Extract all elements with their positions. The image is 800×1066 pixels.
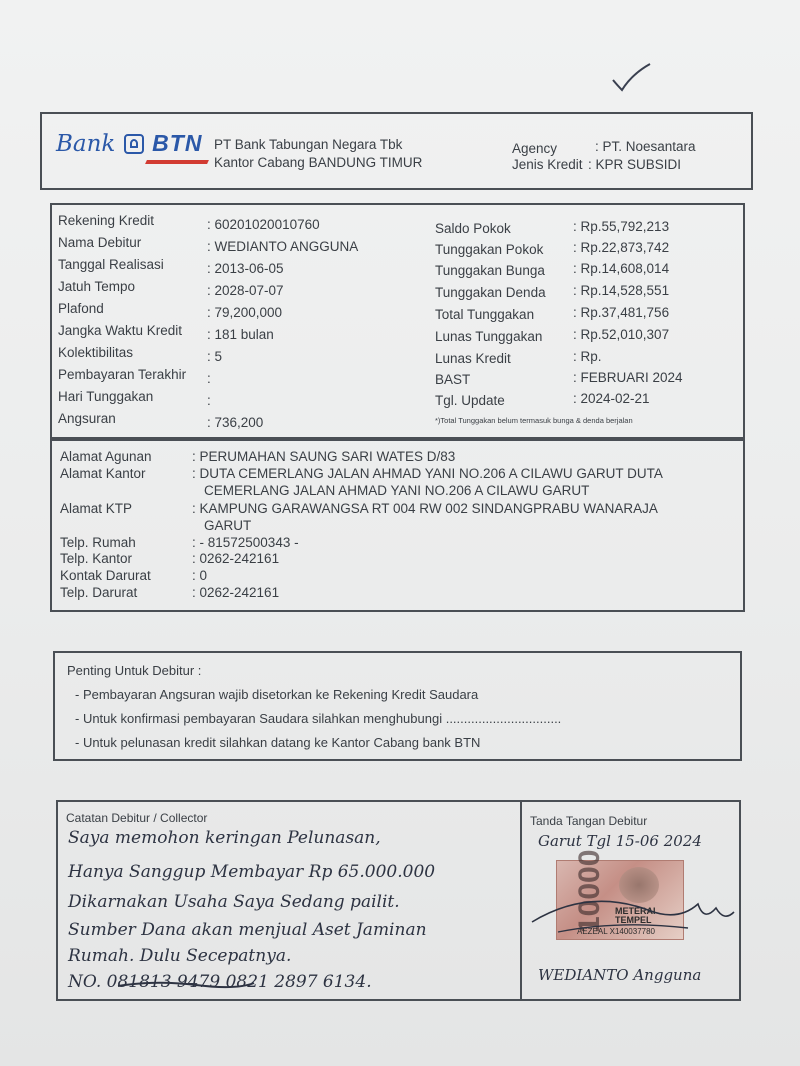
loan-field-label: Tanggal Realisasi [58, 257, 164, 272]
loan-field-value: : 60201020010760 [207, 217, 320, 232]
loan-field-label: Total Tunggakan [435, 307, 535, 322]
logo-red-stripe [145, 160, 209, 164]
logo-bank-text: Bank [56, 131, 116, 157]
address-field-label: Alamat Agunan [60, 449, 152, 464]
address-box [50, 439, 745, 612]
loan-field-label: Tunggakan Pokok [435, 242, 544, 257]
loan-field-label: Nama Debitur [58, 235, 142, 250]
loan-field-label: Tgl. Update [435, 393, 505, 408]
tunggakan-note: *)Total Tunggakan belum termasuk bunga & denda berjalan [435, 416, 633, 425]
address-field-label: Telp. Kantor [60, 551, 133, 566]
stamp-label-1: METERAI [615, 906, 656, 916]
notes-title: Catatan Debitur / Collector [66, 811, 208, 825]
loan-field-value: : 79,200,000 [207, 305, 283, 320]
handwritten-note-line: Hanya Sanggup Membayar Rp 65.000.000 [68, 862, 436, 882]
loan-field-label: Hari Tunggakan [58, 389, 154, 404]
important-item: - Untuk pelunasan kredit silahkan datang ke Kantor Cabang bank BTN [75, 735, 481, 750]
agency-label: Agency [512, 141, 558, 156]
loan-details-box [50, 203, 745, 439]
loan-field-value: : 2024-02-21 [573, 391, 650, 406]
loan-field-value: : 2028-07-07 [207, 283, 284, 298]
loan-field-label: Tunggakan Bunga [435, 263, 545, 278]
handwritten-note-line: Dikarnakan Usaha Saya Sedang pailit. [68, 892, 400, 912]
loan-field-value: : 736,200 [207, 415, 264, 430]
loan-field-label: Kolektibilitas [58, 345, 134, 360]
loan-field-value: : Rp. [573, 349, 602, 364]
notes-divider [520, 802, 522, 999]
handwritten-note-line: Sumber Dana akan menjual Aset Jaminan [68, 920, 427, 940]
header-box [40, 112, 753, 190]
important-title: Penting Untuk Debitur : [67, 663, 202, 678]
signature-name: WEDIANTO Angguna [538, 966, 702, 984]
important-item: - Untuk konfirmasi pembayaran Saudara silahkan menghubungi ................................ [75, 711, 562, 726]
address-field-value: : DUTA CEMERLANG JALAN AHMAD YANI NO.206 A CILAWU GARUT DUTA [192, 466, 663, 481]
loan-field-value: : [207, 371, 211, 386]
signature-scribble [528, 882, 738, 952]
address-field-label: Alamat KTP [60, 501, 133, 516]
notes-box [56, 800, 741, 1001]
address-field-value-cont: GARUT [204, 518, 252, 533]
company-name: PT Bank Tabungan Negara Tbk [214, 137, 403, 152]
loan-field-label: Jatuh Tempo [58, 279, 136, 294]
branch-name: Kantor Cabang BANDUNG TIMUR [214, 155, 423, 170]
stamp-code: AEZEAL X140037780 [577, 927, 655, 936]
btn-logo [56, 130, 202, 157]
loan-field-value: : FEBRUARI 2024 [573, 370, 683, 385]
address-field-value: : 0262-242161 [192, 585, 280, 600]
loan-field-label: Lunas Kredit [435, 351, 511, 366]
address-field-value: : 0262-242161 [192, 551, 280, 566]
stamp-value: 10000 [573, 849, 606, 933]
handwritten-note-line: NO. 081813 9479 0821 2897 6134. [68, 972, 372, 992]
signature-date: Garut Tgl 15-06 2024 [538, 832, 702, 850]
loan-field-value: : [207, 393, 211, 408]
address-field-label: Kontak Darurat [60, 568, 151, 583]
important-box [53, 651, 742, 761]
loan-field-value: : Rp.55,792,213 [573, 219, 670, 234]
checkmark-icon [610, 62, 654, 94]
loan-field-value: : Rp.52,010,307 [573, 327, 670, 342]
loan-field-label: Jangka Waktu Kredit [58, 323, 183, 338]
address-field-label: Telp. Darurat [60, 585, 138, 600]
important-item: - Pembayaran Angsuran wajib disetorkan ke Rekening Kredit Saudara [75, 687, 479, 702]
loan-field-value: : Rp.14,528,551 [573, 283, 670, 298]
logo-btn-text: BTN [152, 130, 203, 156]
agency-value: : PT. Noesantara [595, 139, 696, 154]
loan-field-value: : 5 [207, 349, 223, 364]
address-field-value: : 0 [192, 568, 208, 583]
jenis-kredit-value: : KPR SUBSIDI [588, 157, 682, 172]
jenis-kredit-label: Jenis Kredit [512, 157, 583, 172]
strikethrough-mark [116, 974, 256, 996]
loan-field-label: Angsuran [58, 411, 116, 426]
loan-field-value: : WEDIANTO ANGGUNA [207, 239, 359, 254]
loan-field-label: Pembayaran Terakhir [58, 367, 187, 382]
address-field-value: : - 81572500343 - [192, 535, 299, 550]
stamp-label-2: TEMPEL [615, 915, 652, 925]
loan-field-label: Rekening Kredit [58, 213, 155, 228]
address-field-value: : KAMPUNG GARAWANGSA RT 004 RW 002 SINDANGPRABU WANARAJA [192, 501, 658, 516]
loan-field-value: : Rp.37,481,756 [573, 305, 670, 320]
loan-field-value: : Rp.14,608,014 [573, 261, 670, 276]
loan-field-label: Tunggakan Denda [435, 285, 546, 300]
address-field-value: : PERUMAHAN SAUNG SARI WATES D/83 [192, 449, 456, 464]
loan-field-label: BAST [435, 372, 471, 387]
signature-title: Tanda Tangan Debitur [530, 814, 648, 828]
loan-field-label: Plafond [58, 301, 104, 316]
loan-field-value: : 2013-06-05 [207, 261, 284, 276]
loan-field-label: Saldo Pokok [435, 221, 511, 236]
address-field-label: Alamat Kantor [60, 466, 146, 481]
loan-field-value: : 181 bulan [207, 327, 274, 342]
handwritten-note-line: Rumah. Dulu Secepatnya. [68, 946, 292, 966]
address-field-label: Telp. Rumah [60, 535, 136, 550]
handwritten-note-line: Saya memohon keringan Pelunasan, [68, 828, 381, 848]
address-field-value-cont: CEMERLANG JALAN AHMAD YANI NO.206 A CILAWU GARUT [204, 483, 590, 498]
loan-field-value: : Rp.22,873,742 [573, 240, 670, 255]
btn-house-icon [124, 134, 144, 154]
loan-field-label: Lunas Tunggakan [435, 329, 543, 344]
